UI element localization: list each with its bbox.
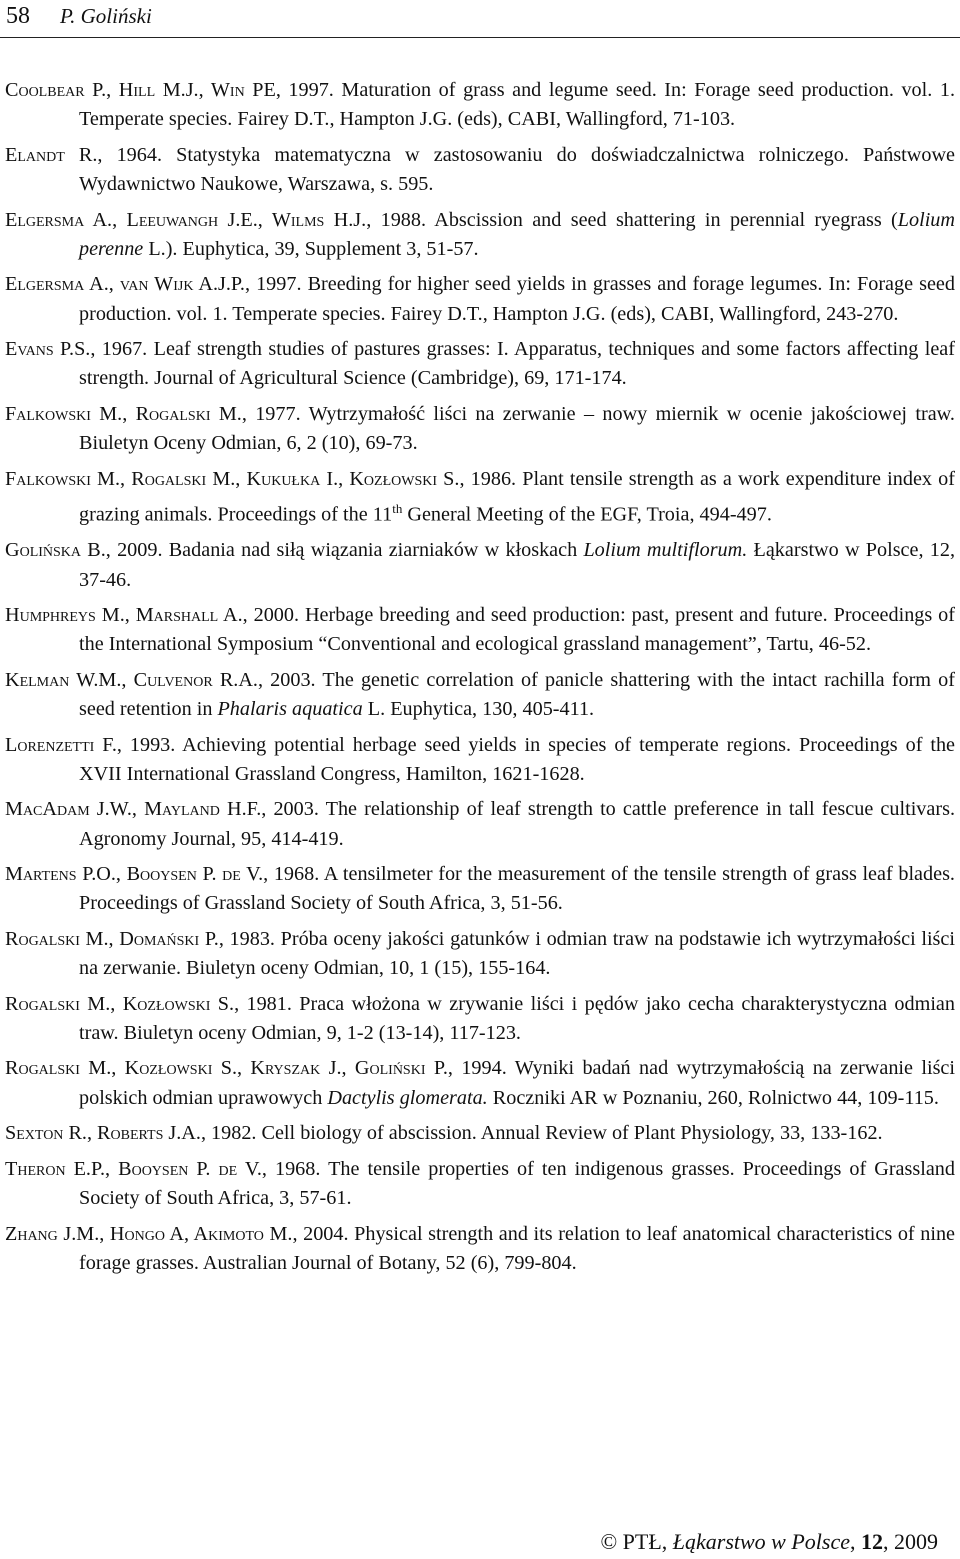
reference-entry [5,1220,955,1279]
page-header [6,0,152,36]
footer-year: , 2009 [883,1529,938,1554]
footer-sep: , [850,1529,861,1554]
footer-copyright: © PTŁ, [600,1529,673,1554]
reference-entry [5,860,955,919]
reference-text: , 1968. A tensilmeter for the measurement of the tensile strength of grass leaf blades. Proceedings of Grassland Society of South Africa, 3, 51-56. [79,863,955,915]
reference-authors: Falkowski M., Rogalski M. [5,402,242,425]
reference-species: Dactylis glomerata. [327,1086,488,1109]
reference-authors: Zhang J.M., Hongo A, Akimoto M. [5,1222,293,1245]
reference-text: L. Euphytica, 130, 405-411. [362,698,595,721]
reference-text: , 2009. Badania nad siłą wiązania ziarniaków w kłoskach [105,539,584,562]
reference-species: Lolium perenne [79,208,955,260]
footer-journal: Łąkarstwo w Polsce [672,1529,850,1554]
reference-text: , 1997. Maturation of grass and legume seed. In: Forage seed production. vol. 1. Temperate species. Fairey D.T., Hampton J.G. (eds), CABI, Wallingford, 71-103. [79,79,955,131]
reference-entry [5,400,955,459]
reference-authors: Martens P.O., Booysen P. de V. [5,863,264,886]
reference-entry [5,1054,955,1113]
reference-entry [5,270,955,329]
reference-text: , 1981. Praca włożona w zrywanie liści i pędów jako cecha charakterystyczna odmian traw. Biuletyn oceny Odmian, 9, 1-2 (13-14), 117-123. [79,992,955,1044]
reference-text: , 1967. Leaf strength studies of pastures grasses: I. Apparatus, techniques and some factors affecting leaf strength. Journal of Agricultural Science (Cambridge), 69, 171-174. [79,338,955,390]
reference-entry [5,601,955,660]
reference-list [5,76,955,1278]
reference-entry [5,925,955,984]
reference-authors: Kelman W.M., Culvenor R.A. [5,668,258,691]
reference-text: , 1986. Plant tensile strength as a work expenditure index of grazing animals. Proceedings of the 11 [79,467,955,526]
reference-text: , 1994. Wyniki badań nad wytrzymałością na zerwanie liści polskich odmian uprawowych [79,1057,955,1109]
reference-entry [5,795,955,854]
page-number: 58 [6,3,30,29]
reference-entry [5,1119,955,1148]
running-head-author: P. Goliński [60,4,152,28]
reference-entry [5,536,955,595]
reference-entry [5,206,955,265]
reference-text: , 1982. Cell biology of abscission. Annual Review of Plant Physiology, 33, 133-162. [200,1122,883,1145]
reference-species: Phalaris aquatica [217,698,363,721]
reference-authors: Lorenzetti F. [5,733,117,756]
reference-text: , 1964. Statystyka matematyczna w zastosowaniu do doświadczalnictwa rolniczego. Państwowe Wydawnictwo Naukowe, Warszawa, s. 595. [79,143,955,196]
reference-text: Łąkarstwo w Polsce, 12, 37-46. [79,539,955,591]
reference-entry [5,990,955,1049]
reference-text: , 1968. The tensile properties of ten indigenous grasses. Proceedings of Grassland Society of South Africa, 3, 57-61. [79,1157,955,1210]
reference-text: , 1988. Abscission and seed shattering in perennial ryegrass ( [366,208,898,231]
reference-authors: MacAdam J.W., Mayland H.F. [5,798,262,821]
reference-entry [5,731,955,790]
reference-authors: Falkowski M., Rogalski M., Kukułka I., Kozłowski S. [5,467,460,490]
footer-volume: 12 [861,1529,883,1554]
reference-authors: Sexton R., Roberts J.A. [5,1122,201,1145]
reference-text: , 2003. The relationship of leaf strength to cattle preference in tall fescue cultivars. Agronomy Journal, 95, 414-419. [79,798,955,850]
reference-entry [5,141,955,200]
reference-authors: Humphreys M., Marshall A. [5,603,243,626]
reference-authors: Theron E.P., Booysen P. de V. [5,1157,262,1180]
reference-text: , 1993. Achieving potential herbage seed yields in species of temperate regions. Proceedings of the XVII International Grassland Congress, Hamilton, 1621-1628. [79,733,956,785]
reference-text: Roczniki AR w Poznaniu, 260, Rolnictwo 44, 109-115. [487,1086,939,1109]
reference-authors: Rogalski M., Kozłowski S., Kryszak J., Goliński P. [5,1057,448,1080]
reference-text: , 1997. Breeding for higher seed yields in grasses and forage legumes. In: Forage seed production. vol. 1. Temperate species. Fairey D.T., Hampton J.G. (eds), CABI, Wallingford, 243-270. [79,273,955,325]
reference-authors: Coolbear P., Hill M.J., Win PE [5,79,276,101]
reference-text: th [392,500,403,516]
reference-entry [5,1155,955,1214]
reference-text: General Meeting of the EGF, Troia, 494-497. [402,503,772,526]
reference-text: , 2004. Physical strength and its relation to leaf anatomical characteristics of nine forage grasses. Australian Journal of Botany, 52 (6), 799-804. [79,1222,956,1274]
reference-authors: Rogalski M., Kozłowski S. [5,992,235,1015]
reference-text: , 2003. The genetic correlation of panicle shattering with the intact rachilla form of seed retention in [79,668,955,721]
reference-text: , 1983. Próba oceny jakości gatunków i odmian traw na podstawie ich wytrzymałości liści na zerwanie. Biuletyn oceny Odmian, 10, 1 (15), 155-164. [79,927,955,980]
reference-authors: Elgersma A., van Wijk A.J.P. [5,273,245,296]
reference-entry [5,465,955,530]
reference-entry [5,666,955,725]
header-rule [0,37,960,38]
reference-authors: Rogalski M., Domański P. [5,927,219,950]
reference-authors: Evans P.S. [5,338,91,361]
reference-entry [5,335,955,394]
reference-text: , 2000. Herbage breeding and seed production: past, present and future. Proceedings of the International Symposium “Conventional and ecological grassland management”, Tartu, 46-52. [79,603,955,656]
reference-text: L.). Euphytica, 39, Supplement 3, 51-57. [143,237,479,260]
page-footer [600,1527,938,1557]
reference-authors: Golińska B. [5,539,106,562]
reference-text: , 1977. Wytrzymałość liści na zerwanie – nowy miernik w ocenie jakościowej traw. Biuletyn Oceny Odmian, 6, 2 (10), 69-73. [79,402,955,455]
reference-authors: Elgersma A., Leeuwangh J.E., Wilms H.J. [5,208,367,231]
reference-authors: Elandt R. [5,143,98,166]
reference-species: Lolium multiflorum. [583,539,748,562]
reference-entry [5,76,955,135]
